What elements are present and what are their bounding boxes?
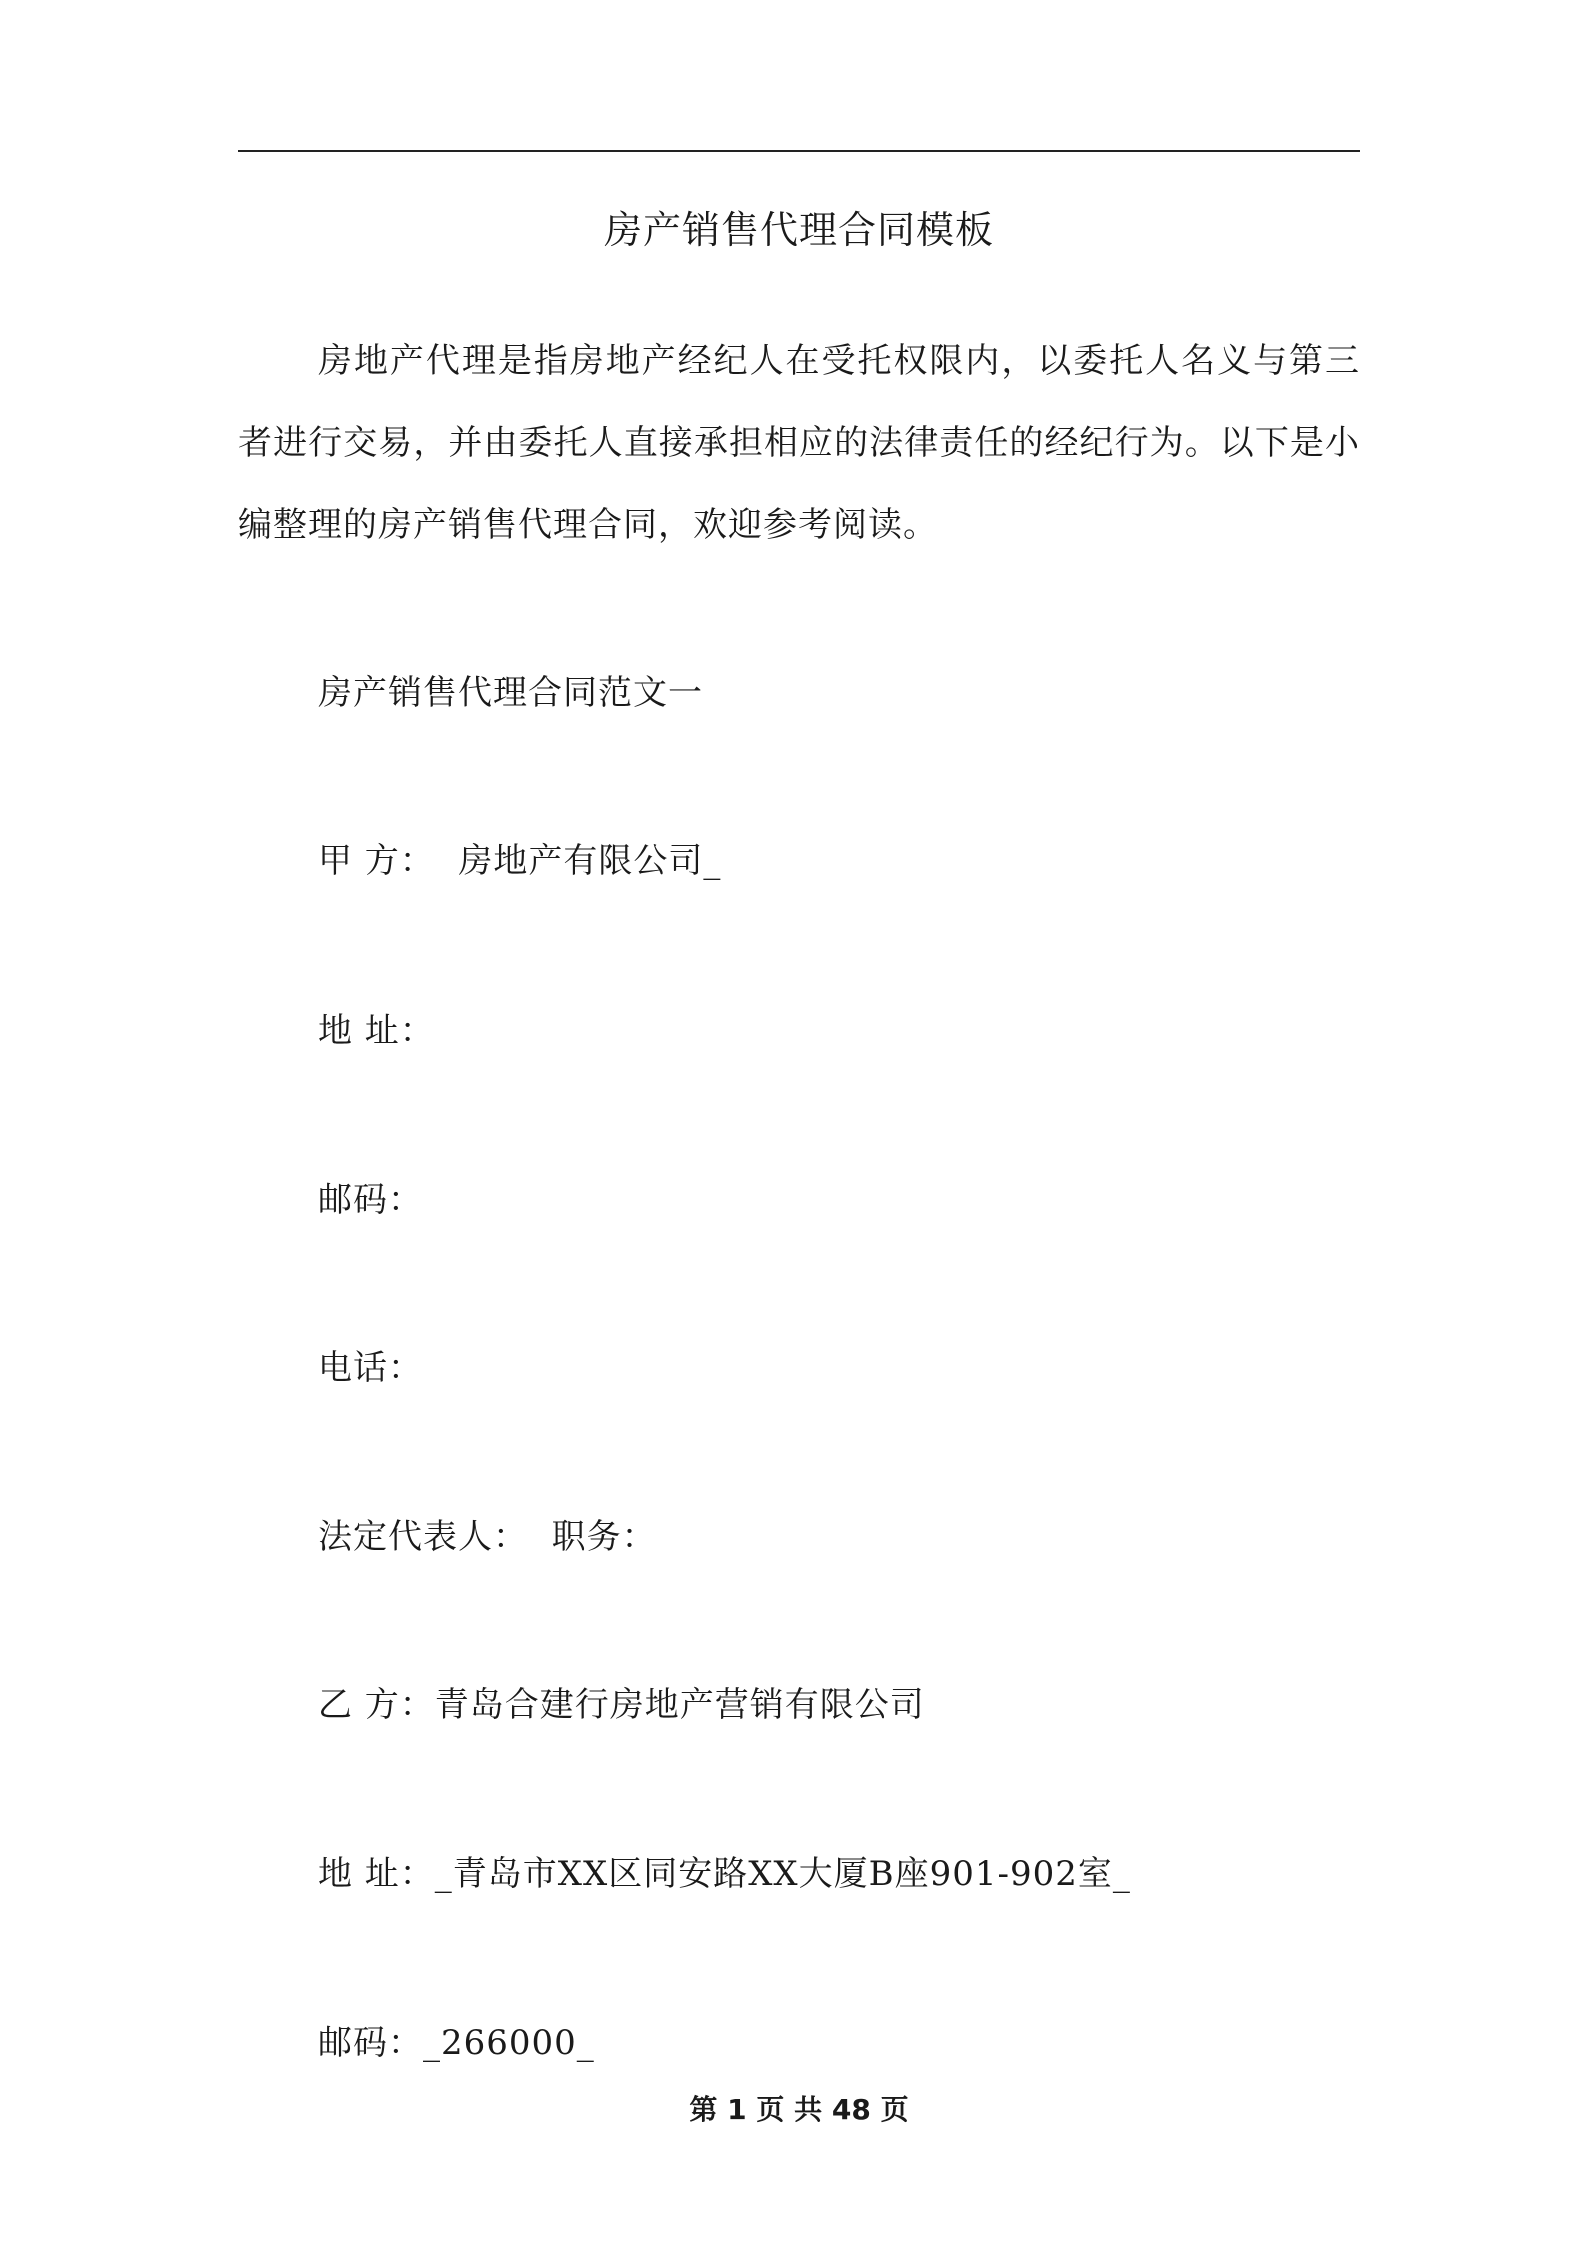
document-title: 房产销售代理合同模板 (603, 208, 994, 252)
party-a-postcode: 邮码： (318, 1180, 423, 1220)
party-b-postcode: 邮码：_266000_ (318, 2023, 595, 2063)
party-a-name: 甲 方： 房地产有限公司_ (318, 841, 722, 881)
party-b-name: 乙 方：青岛合建行房地产营销有限公司 (318, 1685, 925, 1725)
intro-paragraph: 房地产代理是指房地产经纪人在受托权限内，以委托人名义与第三者进行交易，并由委托人直接承担相应的法律责任的经纪行为。以下是小编整理的房产销售代理合同，欢迎参考阅读。 (238, 341, 1360, 545)
header-rule (238, 150, 1360, 152)
party-b-address: 地 址：_青岛市XX区同安路XX大厦B座901-902室_ (318, 1854, 1131, 1894)
section-heading: 房产销售代理合同范文一 (318, 673, 703, 713)
party-a-address: 地 址： (318, 1011, 435, 1051)
party-a-representative: 法定代表人： 职务： (318, 1517, 657, 1557)
page-number: 第 1 页 共 48 页 (689, 2093, 909, 2126)
party-a-phone: 电话： (318, 1348, 423, 1388)
